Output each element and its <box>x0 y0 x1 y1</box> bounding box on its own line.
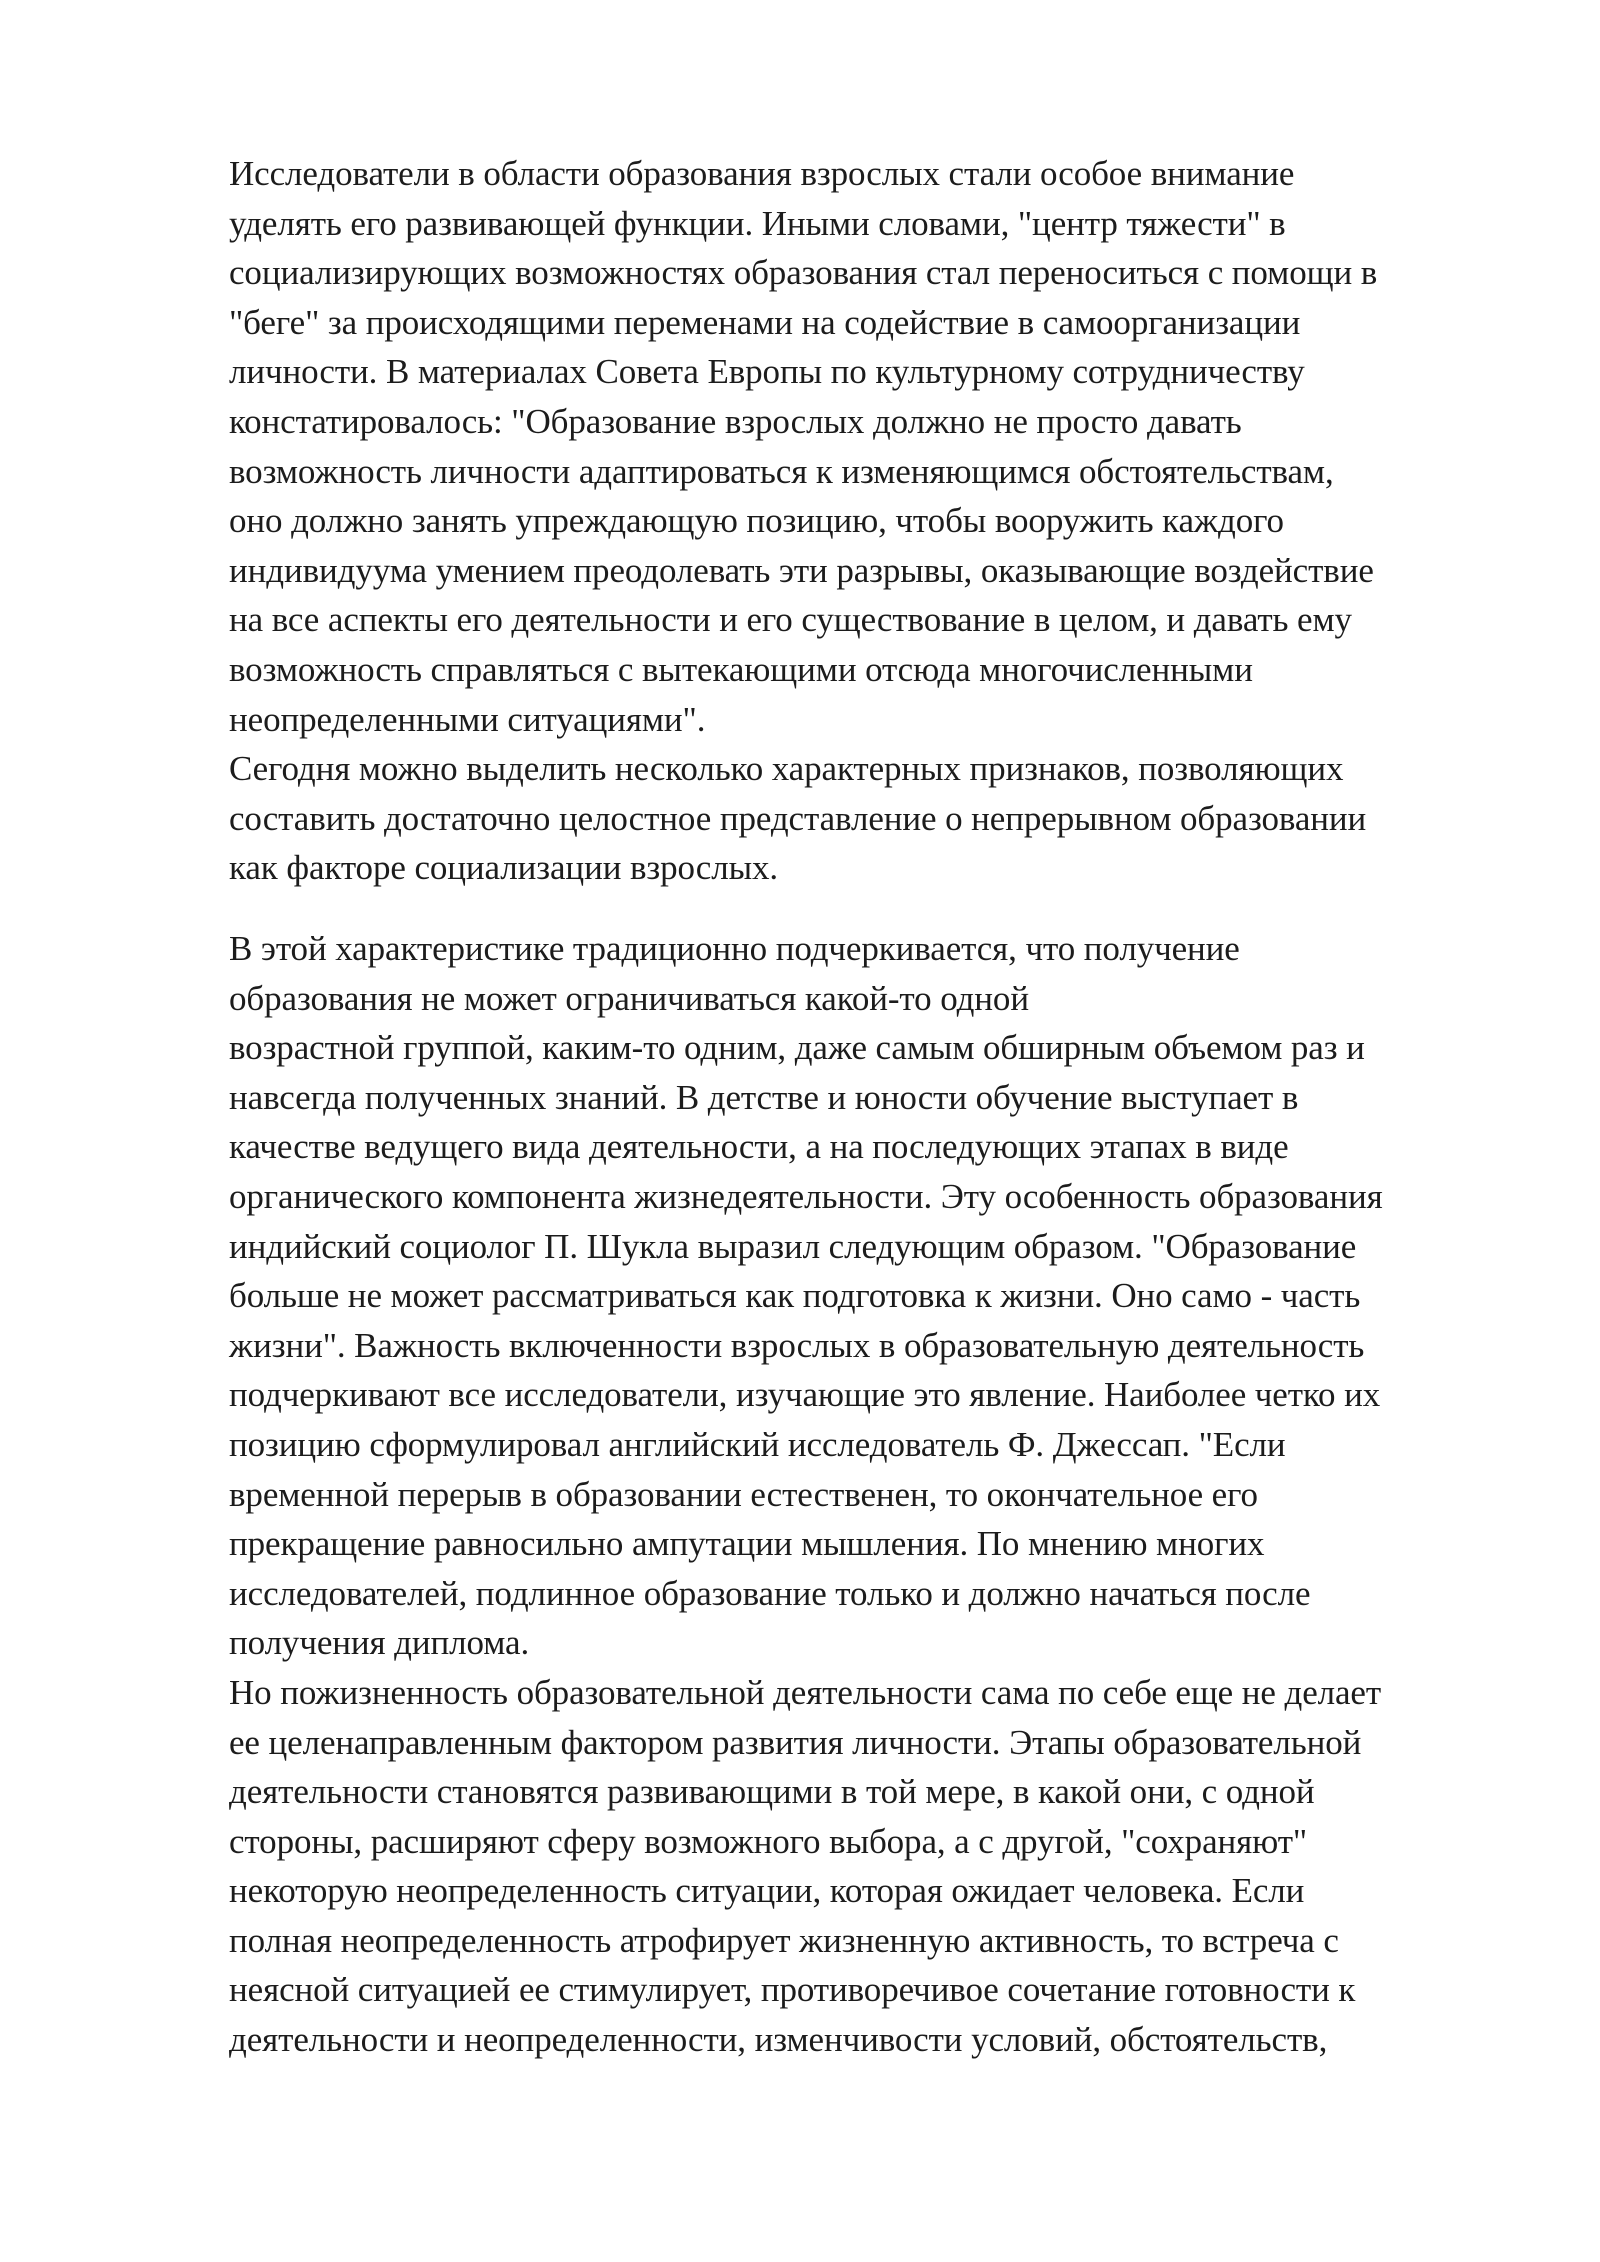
text-line: деятельности и неопределенности, изменчивости условий, обстоятельств, <box>229 2020 1328 2060</box>
text-line: социализирующих возможностях образования стал переноситься с помощи в <box>229 253 1378 293</box>
text-line: жизни". Важность включенности взрослых в образовательную деятельность <box>229 1325 1365 1365</box>
text-line: на все аспекты его деятельности и его существование в целом, и давать ему <box>229 600 1352 640</box>
text-line: составить достаточно целостное представление о непрерывном образовании <box>229 798 1367 838</box>
text-line: индийский социолог П. Шукла выразил следующим образом. "Образование <box>229 1226 1357 1266</box>
text-line: "беге" за происходящими переменами на содействие в самоорганизации <box>229 302 1301 342</box>
text-line: В этой характеристике традиционно подчеркивается, что получение <box>229 929 1240 968</box>
text-line: возможность личности адаптироваться к изменяющимся обстоятельствам, <box>229 451 1334 491</box>
text-line: образования не может ограничиваться какой-то одной <box>229 978 1029 1018</box>
text-line: индивидуума умением преодолевать эти разрывы, оказывающие воздействие <box>229 550 1374 590</box>
text-line: стороны, расширяют сферу возможного выбора, а с другой, "сохраняют" <box>229 1821 1308 1861</box>
text-line: констатировалось: "Образование взрослых должно не просто давать <box>229 401 1242 441</box>
text-line: неопределенными ситуациями". <box>229 699 706 739</box>
text-line: уделять его развивающей функции. Иными словами, "центр тяжести" в <box>229 203 1286 243</box>
text-line: возрастной группой, каким-то одним, даже самым обширным объемом раз и <box>229 1028 1365 1068</box>
text-line: возможность справляться с вытекающими отсюда многочисленными <box>229 649 1253 689</box>
text-line: органического компонента жизнедеятельности. Эту особенность образования <box>229 1176 1383 1216</box>
text-line: подчеркивают все исследователи, изучающие это явление. Наиболее четко их <box>229 1375 1381 1415</box>
text-line: полная неопределенность атрофирует жизненную активность, то встреча с <box>229 1920 1339 1960</box>
text-line: прекращение равносильно ампутации мышления. По мнению многих <box>229 1524 1265 1564</box>
text-line: исследователей, подлинное образование только и должно начаться после <box>229 1573 1311 1613</box>
text-line: Но пожизненность образовательной деятельности сама по себе еще не делает <box>229 1672 1382 1712</box>
text-line: получения диплома. <box>229 1623 530 1663</box>
text-line: как факторе социализации взрослых. <box>229 848 779 888</box>
text-line: неясной ситуацией ее стимулирует, противоречивое сочетание готовности к <box>229 1970 1356 2010</box>
text-line: Исследователи в области образования взрослых стали особое внимание <box>229 154 1295 193</box>
text-line: личности. В материалах Совета Европы по культурному сотрудничеству <box>229 352 1305 392</box>
text-line: больше не может рассматриваться как подготовка к жизни. Оно само - часть <box>229 1276 1361 1316</box>
text-line: позицию сформулировал английский исследователь Ф. Джессап. "Если <box>229 1424 1286 1464</box>
text-line: временной перерыв в образовании естественен, то окончательное его <box>229 1474 1258 1514</box>
text-line: Сегодня можно выделить несколько характерных признаков, позволяющих <box>229 749 1344 789</box>
text-line: навсегда полученных знаний. В детстве и юности обучение выступает в <box>229 1077 1299 1117</box>
text-line: оно должно занять упреждающую позицию, чтобы вооружить каждого <box>229 501 1284 541</box>
text-line: деятельности становятся развивающими в той мере, в какой они, с одной <box>229 1772 1315 1812</box>
paragraph-block-2 <box>229 924 1529 2065</box>
text-line: некоторую неопределенность ситуации, которая ожидает человека. Если <box>229 1871 1305 1911</box>
text-line: качестве ведущего вида деятельности, а на последующих этапах в виде <box>229 1127 1289 1167</box>
text-line: ее целенаправленным фактором развития личности. Этапы образовательной <box>229 1722 1362 1762</box>
paragraph-block-1 <box>229 149 1529 893</box>
